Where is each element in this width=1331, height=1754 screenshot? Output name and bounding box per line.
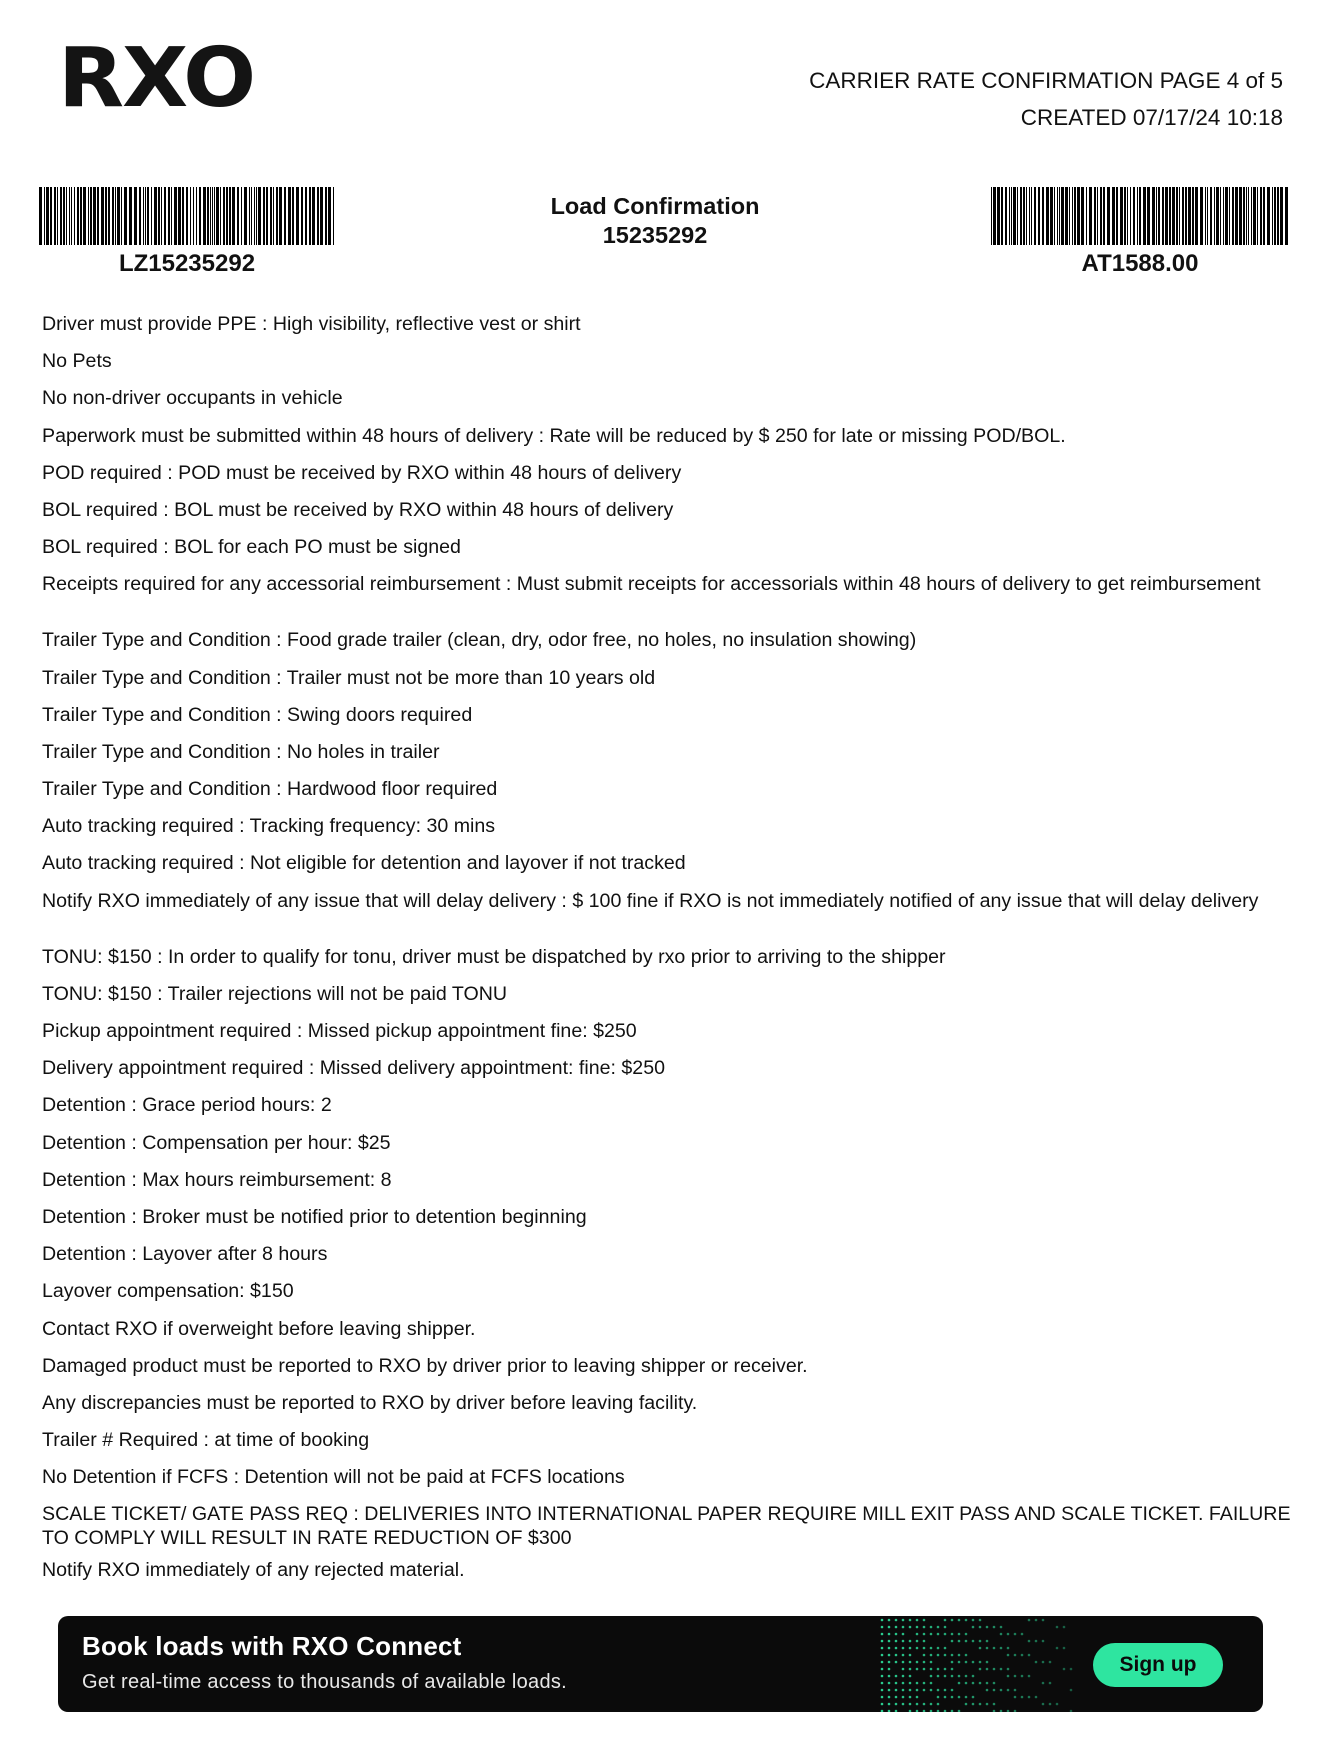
svg-text:RXO: RXO: [58, 42, 254, 114]
term-line: Notify RXO immediately of any rejected material.: [42, 1559, 465, 1582]
term-line: SCALE TICKET/ GATE PASS REQ : DELIVERIES INTO INTERNATIONAL PAPER REQUIRE MILL EXIT PASS AND SCALE TICKET. FAILURE TO COMPLY WILL RESULT IN RATE REDUCTION OF $300: [42, 1503, 1291, 1550]
term-line: Trailer Type and Condition : No holes in trailer: [42, 740, 440, 763]
rxo-connect-banner[interactable]: [58, 1616, 1263, 1712]
term-line: Pickup appointment required : Missed pickup appointment fine: $250: [42, 1020, 637, 1042]
term-line: Receipts required for any accessorial reimbursement : Must submit receipts for accessorials within 48 hours of delivery to get reimbursement: [42, 573, 1261, 596]
term-line: Contact RXO if overweight before leaving shipper.: [42, 1317, 476, 1340]
term-line: Layover compensation: $150: [42, 1280, 294, 1303]
term-line: No Pets: [42, 350, 112, 373]
banner-title: Book loads with RXO Connect: [82, 1631, 462, 1661]
term-line: BOL required : BOL for each PO must be signed: [42, 536, 461, 559]
term-line: Detention : Grace period hours: 2: [42, 1094, 332, 1117]
term-line: Auto tracking required : Tracking frequency: 30 mins: [42, 815, 496, 838]
term-line: Trailer # Required : at time of booking: [42, 1429, 370, 1452]
term-line: Notify RXO immediately of any issue that will delay delivery : $ 100 fine if RXO is not immediately notified of any issue that will delay delivery: [42, 889, 1259, 912]
terms-list: [42, 312, 1297, 1596]
term-line: POD required : POD must be received by RXO within 48 hours of delivery: [42, 461, 682, 484]
term-line: Detention : Max hours reimbursement: 8: [42, 1168, 392, 1191]
sign-up-button[interactable]: Sign up: [1093, 1643, 1223, 1687]
amount-barcode: [991, 187, 1288, 245]
load-barcode-label: LZ15235292: [118, 250, 256, 277]
banner-subtitle: Get real-time access to thousands of available loads.: [82, 1671, 568, 1693]
term-line: Damaged product must be reported to RXO by driver prior to leaving shipper or receiver.: [42, 1354, 808, 1377]
term-line: Trailer Type and Condition : Swing doors required: [42, 703, 473, 726]
term-line: Auto tracking required : Not eligible for detention and layover if not tracked: [42, 852, 686, 875]
document-meta: [809, 62, 1283, 136]
load-confirmation-heading: Load Confirmation: [550, 193, 760, 219]
term-line: Detention : Broker must be notified prior to detention beginning: [42, 1205, 587, 1228]
term-line: Trailer Type and Condition : Trailer must not be more than 10 years old: [42, 666, 656, 689]
term-line: Trailer Type and Condition : Hardwood floor required: [42, 778, 498, 801]
page-indicator: CARRIER RATE CONFIRMATION PAGE 4 of 5: [809, 68, 1283, 93]
term-line: Driver must provide PPE : High visibility, reflective vest or shirt: [42, 313, 581, 335]
load-barcode: [39, 187, 335, 245]
term-line: Paperwork must be submitted within 48 hours of delivery : Rate will be reduced by $ 250 for late or missing POD/BOL.: [42, 424, 1066, 447]
rxo-logo: [58, 42, 254, 114]
term-line: Trailer Type and Condition : Food grade trailer (clean, dry, odor free, no holes, no insulation showing): [42, 629, 917, 652]
term-line: Delivery appointment required : Missed delivery appointment: fine: $250: [42, 1057, 665, 1080]
term-line: TONU: $150 : In order to qualify for tonu, driver must be dispatched by rxo prior to arriving to the shipper: [42, 945, 946, 968]
created-timestamp: CREATED 07/17/24 10:18: [1020, 105, 1283, 130]
term-line: Detention : Compensation per hour: $25: [42, 1131, 391, 1154]
load-confirmation-title: [440, 192, 870, 250]
term-line: Detention : Layover after 8 hours: [42, 1243, 328, 1266]
term-line: No non-driver occupants in vehicle: [42, 387, 343, 410]
term-line: Any discrepancies must be reported to RXO by driver before leaving facility.: [42, 1391, 698, 1414]
term-line: BOL required : BOL must be received by RXO within 48 hours of delivery: [42, 498, 674, 521]
amount-barcode-label: AT1588.00: [1081, 250, 1199, 277]
load-number: 15235292: [602, 222, 708, 248]
term-line: TONU: $150 : Trailer rejections will not be paid TONU: [42, 982, 508, 1005]
term-line: No Detention if FCFS : Detention will not be paid at FCFS locations: [42, 1466, 625, 1489]
